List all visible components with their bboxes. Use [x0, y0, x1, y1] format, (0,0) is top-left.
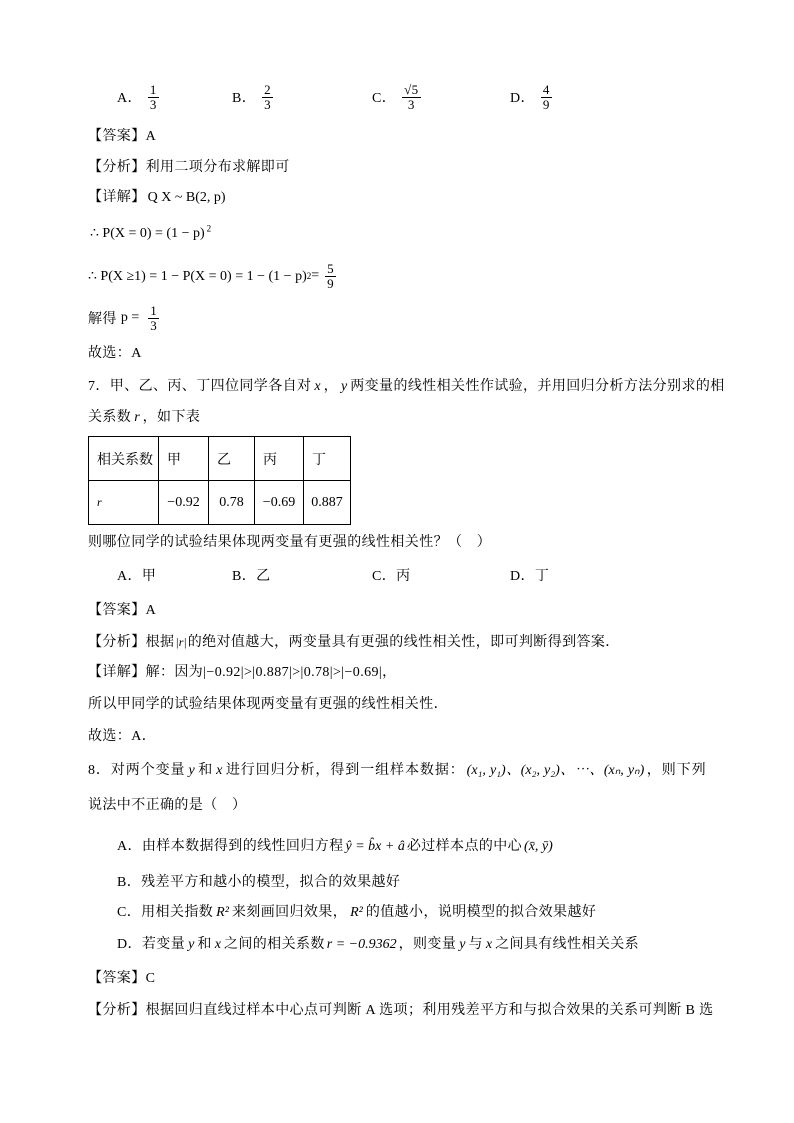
- detail-text: 解：因为|−0.92|>|0.887|>|0.78|>|−0.69|，: [145, 665, 397, 680]
- correlation-table: [88, 436, 351, 525]
- result-fraction: [325, 262, 336, 291]
- q8-option-d: [117, 936, 639, 954]
- option-label: D．: [510, 91, 535, 106]
- q6-solution: [88, 303, 162, 333]
- detail-tag: 【详解】: [88, 190, 146, 205]
- numerator: 2: [264, 81, 272, 97]
- stem-text: 和: [197, 763, 214, 778]
- equals-sign: =: [311, 268, 320, 283]
- option-fraction: [148, 83, 159, 112]
- header-cell: 丁: [304, 437, 351, 481]
- q7-stem-line-1: [88, 378, 725, 396]
- value-cell: 0.887: [304, 481, 351, 525]
- option-fraction: [402, 83, 420, 112]
- stem-text: ，: [323, 379, 339, 394]
- q8-stem-line-2: 说法中不正确的是（ ）: [88, 798, 247, 813]
- q7-prompt: 则哪位同学的试验结果体现两变量有更强的线性相关性？（ ）: [88, 535, 492, 550]
- q6-step-1: [88, 225, 212, 243]
- table-row: [89, 481, 351, 525]
- denominator: 9: [327, 275, 334, 291]
- value-cell: 0.78: [209, 481, 255, 525]
- regression-equation: ŷ = b̂x + â: [345, 839, 405, 854]
- q6-option-a: [117, 82, 162, 112]
- analysis-tag: 【分析】: [88, 1003, 146, 1018]
- correlation-value: r = −0.9362: [326, 937, 397, 952]
- option-fraction: [541, 83, 552, 112]
- q7-answer: [88, 602, 156, 620]
- option-text: 之间具有线性相关关系: [495, 937, 640, 952]
- solution-fraction: [148, 304, 159, 333]
- option-text: D．若变量: [117, 937, 186, 952]
- option-fraction: [262, 83, 273, 112]
- q7-choice: 故选：A．: [88, 729, 157, 744]
- header-cell: 乙: [209, 437, 255, 481]
- header-cell: 甲: [159, 437, 209, 481]
- variable-x: x: [314, 379, 321, 394]
- analysis-text: 根据回归直线过样本中心点可判断 A 选项；利用残差平方和与拟合效果的关系可判断 B 选: [145, 1003, 714, 1018]
- variable-r: r: [134, 410, 140, 425]
- analysis-text: 的绝对值越大，两变量具有更强的线性相关性，即可判断得到答案．: [187, 635, 620, 650]
- option-text: 和: [197, 937, 212, 952]
- numerator: 4: [542, 81, 550, 97]
- option-text: 必过样本点的中心: [406, 839, 523, 854]
- variable-y: y: [188, 763, 195, 778]
- value-cell: −0.92: [159, 481, 209, 525]
- q6-detail: [88, 189, 228, 207]
- option-text: 的值越小，说明模型的拟合效果越好: [365, 905, 597, 920]
- exponent: 2: [206, 223, 212, 234]
- header-cell: 丙: [255, 437, 304, 481]
- q8-answer: [88, 970, 155, 988]
- q8-option-a: [117, 838, 555, 856]
- table-header-row: [89, 437, 351, 481]
- option-label: A．: [117, 91, 142, 106]
- q6-option-c: [372, 82, 424, 112]
- analysis-tag: 【分析】: [88, 160, 146, 175]
- solve-prefix: 解得: [88, 312, 117, 327]
- denominator: 3: [149, 96, 157, 112]
- numerator: 1: [149, 81, 157, 97]
- q7-option-d: D．丁: [510, 569, 550, 584]
- detail-tag: 【详解】: [88, 665, 146, 680]
- r-squared: R²: [216, 905, 229, 920]
- q7-stem-line-2: [88, 409, 200, 427]
- option-text: 与: [468, 937, 483, 952]
- q8-stem-line-1: [88, 762, 706, 780]
- q8-option-c: [117, 904, 596, 922]
- denominator: 3: [264, 96, 272, 112]
- variable-x: x: [214, 937, 221, 952]
- analysis-text: 利用二项分布求解即可: [145, 160, 290, 175]
- abs-r: |r|: [175, 635, 187, 649]
- stem-text: 关系数: [88, 410, 132, 425]
- answer-value: A: [145, 129, 157, 144]
- q7-conclusion: 所以甲同学的试验结果体现两变量有更强的线性相关性．: [88, 697, 448, 712]
- option-text: A．由样本数据得到的线性回归方程: [117, 839, 344, 854]
- header-cell: 相关系数: [89, 437, 159, 481]
- numerator: 5: [327, 260, 334, 276]
- analysis-text: 根据: [145, 635, 175, 650]
- answer-value: C: [145, 971, 156, 986]
- denominator: 3: [150, 317, 157, 333]
- stem-text: ，如下表: [142, 410, 201, 425]
- q7-detail: [88, 664, 397, 682]
- stem-text: ，则下列: [646, 763, 706, 778]
- r-squared: R²: [350, 905, 363, 920]
- sample-center: (x̄, ȳ): [524, 839, 553, 854]
- stem-text: 7．甲、乙、丙、丁四位同学各自对: [88, 379, 312, 394]
- option-label: B．: [232, 91, 257, 106]
- q7-option-b: B．乙: [232, 569, 271, 584]
- answer-tag: 【答案】: [88, 603, 146, 618]
- variable-x: x: [485, 937, 493, 952]
- option-text: C．用相关指数: [117, 905, 214, 920]
- denominator: 3: [407, 96, 415, 112]
- step-expression: ∴ P(X = 0) = (1 − p): [90, 226, 205, 241]
- answer-value: A: [145, 603, 157, 618]
- stem-text: 进行回归分析，得到一组样本数据：: [225, 763, 465, 778]
- answer-tag: 【答案】: [88, 129, 146, 144]
- numerator: √5: [404, 81, 419, 97]
- variable-y: y: [188, 937, 195, 952]
- q6-analysis: [88, 159, 290, 177]
- option-text: 之间的相关系数: [223, 937, 325, 952]
- q8-analysis: [88, 1002, 714, 1020]
- variable-y: y: [459, 937, 466, 952]
- option-label: C．: [372, 91, 397, 106]
- q6-choice: 故选：A: [88, 346, 142, 361]
- stem-text: 两变量的线性相关性作试验，并用回归分析方法分别求的相: [350, 379, 725, 394]
- variable-x: x: [216, 763, 223, 778]
- q7-analysis: [88, 633, 620, 652]
- q6-step-2: ∴ P(X ≥1) = 1 − P(X = 0) = 1 − (1 − p) 2 = $\frac{5}{9}$: [88, 260, 334, 291]
- sample-data: (x₁, y₁)、(x₂, y₂)、⋯、(xₙ, yₙ): [466, 763, 645, 778]
- option-text: ，则变量: [398, 937, 457, 952]
- q6-option-d: [510, 82, 555, 112]
- value-cell: −0.69: [255, 481, 304, 525]
- analysis-tag: 【分析】: [88, 635, 146, 650]
- numerator: 1: [150, 302, 157, 318]
- answer-tag: 【答案】: [88, 971, 146, 986]
- solve-variable: p =: [120, 310, 140, 325]
- step-expression: ∴ P(X ≥1) = 1 − P(X = 0) = 1 − (1 − p): [88, 268, 307, 284]
- variable-y: y: [341, 379, 348, 394]
- q8-option-b: B．残差平方和越小的模型，拟合的效果越好: [117, 875, 401, 890]
- option-text: 来刻画回归效果，: [231, 905, 348, 920]
- stem-text: 8．对两个变量: [88, 763, 186, 778]
- q6-option-b: [232, 82, 276, 112]
- detail-expression: Q X ~ B(2, p): [147, 190, 226, 205]
- q6-answer: [88, 128, 156, 146]
- q7-option-c: C．丙: [372, 569, 411, 584]
- denominator: 9: [542, 96, 550, 112]
- q7-option-a: A．甲: [117, 569, 157, 584]
- row-label-cell: r: [89, 481, 159, 525]
